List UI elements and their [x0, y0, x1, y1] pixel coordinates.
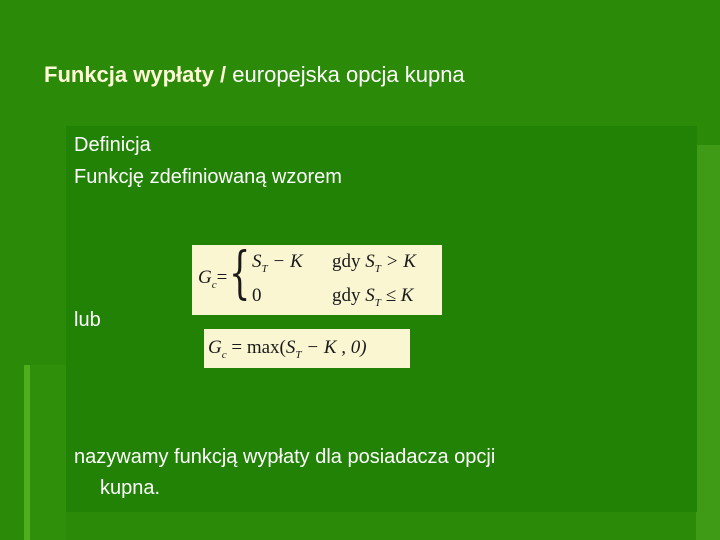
or-text: lub	[74, 309, 101, 331]
payoff-formula-max	[204, 329, 410, 368]
formula2-expression: $G_c = \max(S_T - K$ , 0)	[208, 337, 367, 361]
decorative-bar-left-dark	[30, 365, 66, 540]
conclusion-line-2: kupna.	[100, 477, 161, 499]
payoff-formula-cases	[192, 241, 442, 315]
conclusion-line-1: nazywamy funkcją wypłaty dla posiadacza opcji	[74, 446, 496, 468]
formula1-case1-condition: gdy $S_T > K$	[332, 251, 416, 275]
decorative-bar-right	[696, 145, 720, 540]
slide-title-bold: Funkcja wypłaty /	[44, 62, 227, 87]
formula1-case2-expr: 0	[252, 285, 262, 306]
decorative-bar-left	[24, 365, 30, 540]
formula1-brace: {	[229, 241, 251, 306]
definition-label: Definicja	[74, 134, 151, 156]
slide-title	[44, 62, 465, 88]
slide-title-rest: europejska opcja kupna	[226, 62, 465, 87]
definition-text: Funkcję zdefiniowaną wzorem	[74, 166, 342, 188]
formula1-lhs: $G_c=$	[198, 267, 228, 291]
formula1-case1-expr: $S_T - K$	[252, 251, 303, 275]
formula1-case2-condition: gdy $S_T \le K$	[332, 285, 414, 309]
